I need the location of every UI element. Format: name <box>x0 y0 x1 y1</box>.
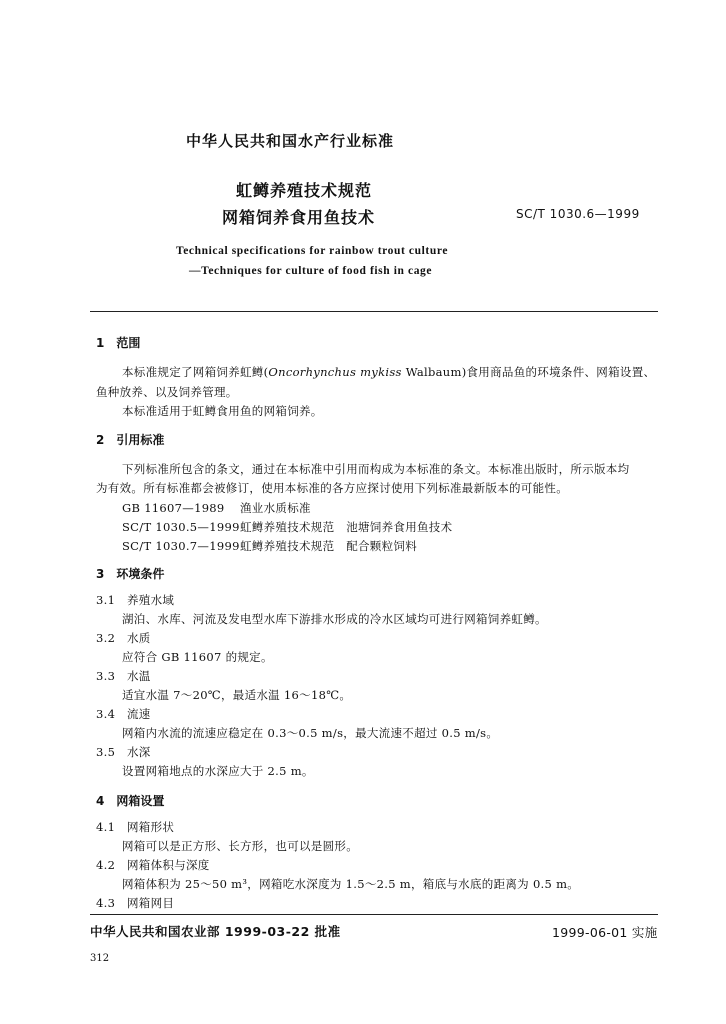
subsection-heading: 3.3 水温 <box>96 669 151 683</box>
reference-code: SC/T 1030.5—1999 <box>122 520 240 534</box>
english-title-line2: —Techniques for culture of food fish in cage <box>189 265 433 277</box>
paragraph-line: 应符合 GB 11607 的规定。 <box>122 650 273 664</box>
paragraph-line: 网箱体积为 25～50 m³，网箱吃水深度为 1.5～2.5 m，箱底与水底的距离为 0.5 m。 <box>122 877 580 891</box>
section-heading: 3 环境条件 <box>96 567 165 581</box>
header-rule <box>90 311 658 312</box>
subsection-heading: 3.4 流速 <box>96 707 151 721</box>
page-number: 312 <box>90 953 110 964</box>
paragraph-line: 网箱可以是正方形、长方形，也可以是圆形。 <box>122 839 358 853</box>
effective-date: 1999-06-01 实施 <box>552 925 658 940</box>
paragraph-line: 网箱内水流的流速应稳定在 0.3～0.5 m/s，最大流速不超过 0.5 m/s。 <box>122 726 499 740</box>
reference-item <box>122 500 311 516</box>
reference-item <box>122 538 417 554</box>
approval-statement: 中华人民共和国农业部 1999-03-22 批准 <box>90 924 341 939</box>
section-heading: 2 引用标准 <box>96 433 165 447</box>
reference-title: 虹鳟养殖技术规范 池塘饲养食用鱼技术 <box>240 520 453 534</box>
footer-rule <box>90 914 658 915</box>
subsection-heading: 3.5 水深 <box>96 745 151 759</box>
subsection-heading: 4.3 网箱网目 <box>96 896 175 910</box>
reference-title: 渔业水质标准 <box>240 501 311 515</box>
paragraph-line: 为有效。所有标准都会被修订，使用本标准的各方应探讨使用下列标准最新版本的可能性。 <box>96 481 568 495</box>
reference-title: 虹鳟养殖技术规范 配合颗粒饲料 <box>240 539 417 553</box>
paragraph-line: 设置网箱地点的水深应大于 2.5 m。 <box>122 764 314 778</box>
text-span: Walbaum)食用商品鱼的环境条件、网箱设置、 <box>401 365 656 379</box>
section-heading: 1 范围 <box>96 336 141 350</box>
section-heading: 4 网箱设置 <box>96 794 165 808</box>
document-title-line1: 虹鳟养殖技术规范 <box>236 181 373 200</box>
subsection-heading: 4.1 网箱形状 <box>96 820 175 834</box>
paragraph-line <box>122 364 655 380</box>
subsection-heading: 3.2 水质 <box>96 631 151 645</box>
document-title-line2: 网箱饲养食用鱼技术 <box>222 208 376 227</box>
subsection-heading: 4.2 网箱体积与深度 <box>96 858 210 872</box>
subsection-heading: 3.1 养殖水域 <box>96 593 175 607</box>
paragraph-line: 下列标准所包含的条文，通过在本标准中引用而构成为本标准的条文。本标准出版时，所示版本均 <box>122 462 630 476</box>
species-name: Oncorhynchus mykiss <box>268 365 402 379</box>
paragraph-line: 本标准适用于虹鳟食用鱼的网箱饲养。 <box>122 404 323 418</box>
reference-code: SC/T 1030.7—1999 <box>122 539 240 553</box>
reference-code: GB 11607—1989 <box>122 501 225 515</box>
text-span: 本标准规定了网箱饲养虹鳟( <box>122 365 269 379</box>
reference-item <box>122 519 452 535</box>
paragraph-line: 湖泊、水库、河流及发电型水库下游排水形成的冷水区域均可进行网箱饲养虹鳟。 <box>122 612 547 626</box>
english-title-line1: Technical specifications for rainbow trout culture <box>176 245 449 257</box>
standard-code: SC/T 1030.6—1999 <box>516 207 640 221</box>
standard-category: 中华人民共和国水产行业标准 <box>186 132 395 150</box>
paragraph-line: 适宜水温 7～20℃，最适水温 16～18℃。 <box>122 688 352 702</box>
paragraph-line: 鱼种放养、以及饲养管理。 <box>96 385 238 399</box>
